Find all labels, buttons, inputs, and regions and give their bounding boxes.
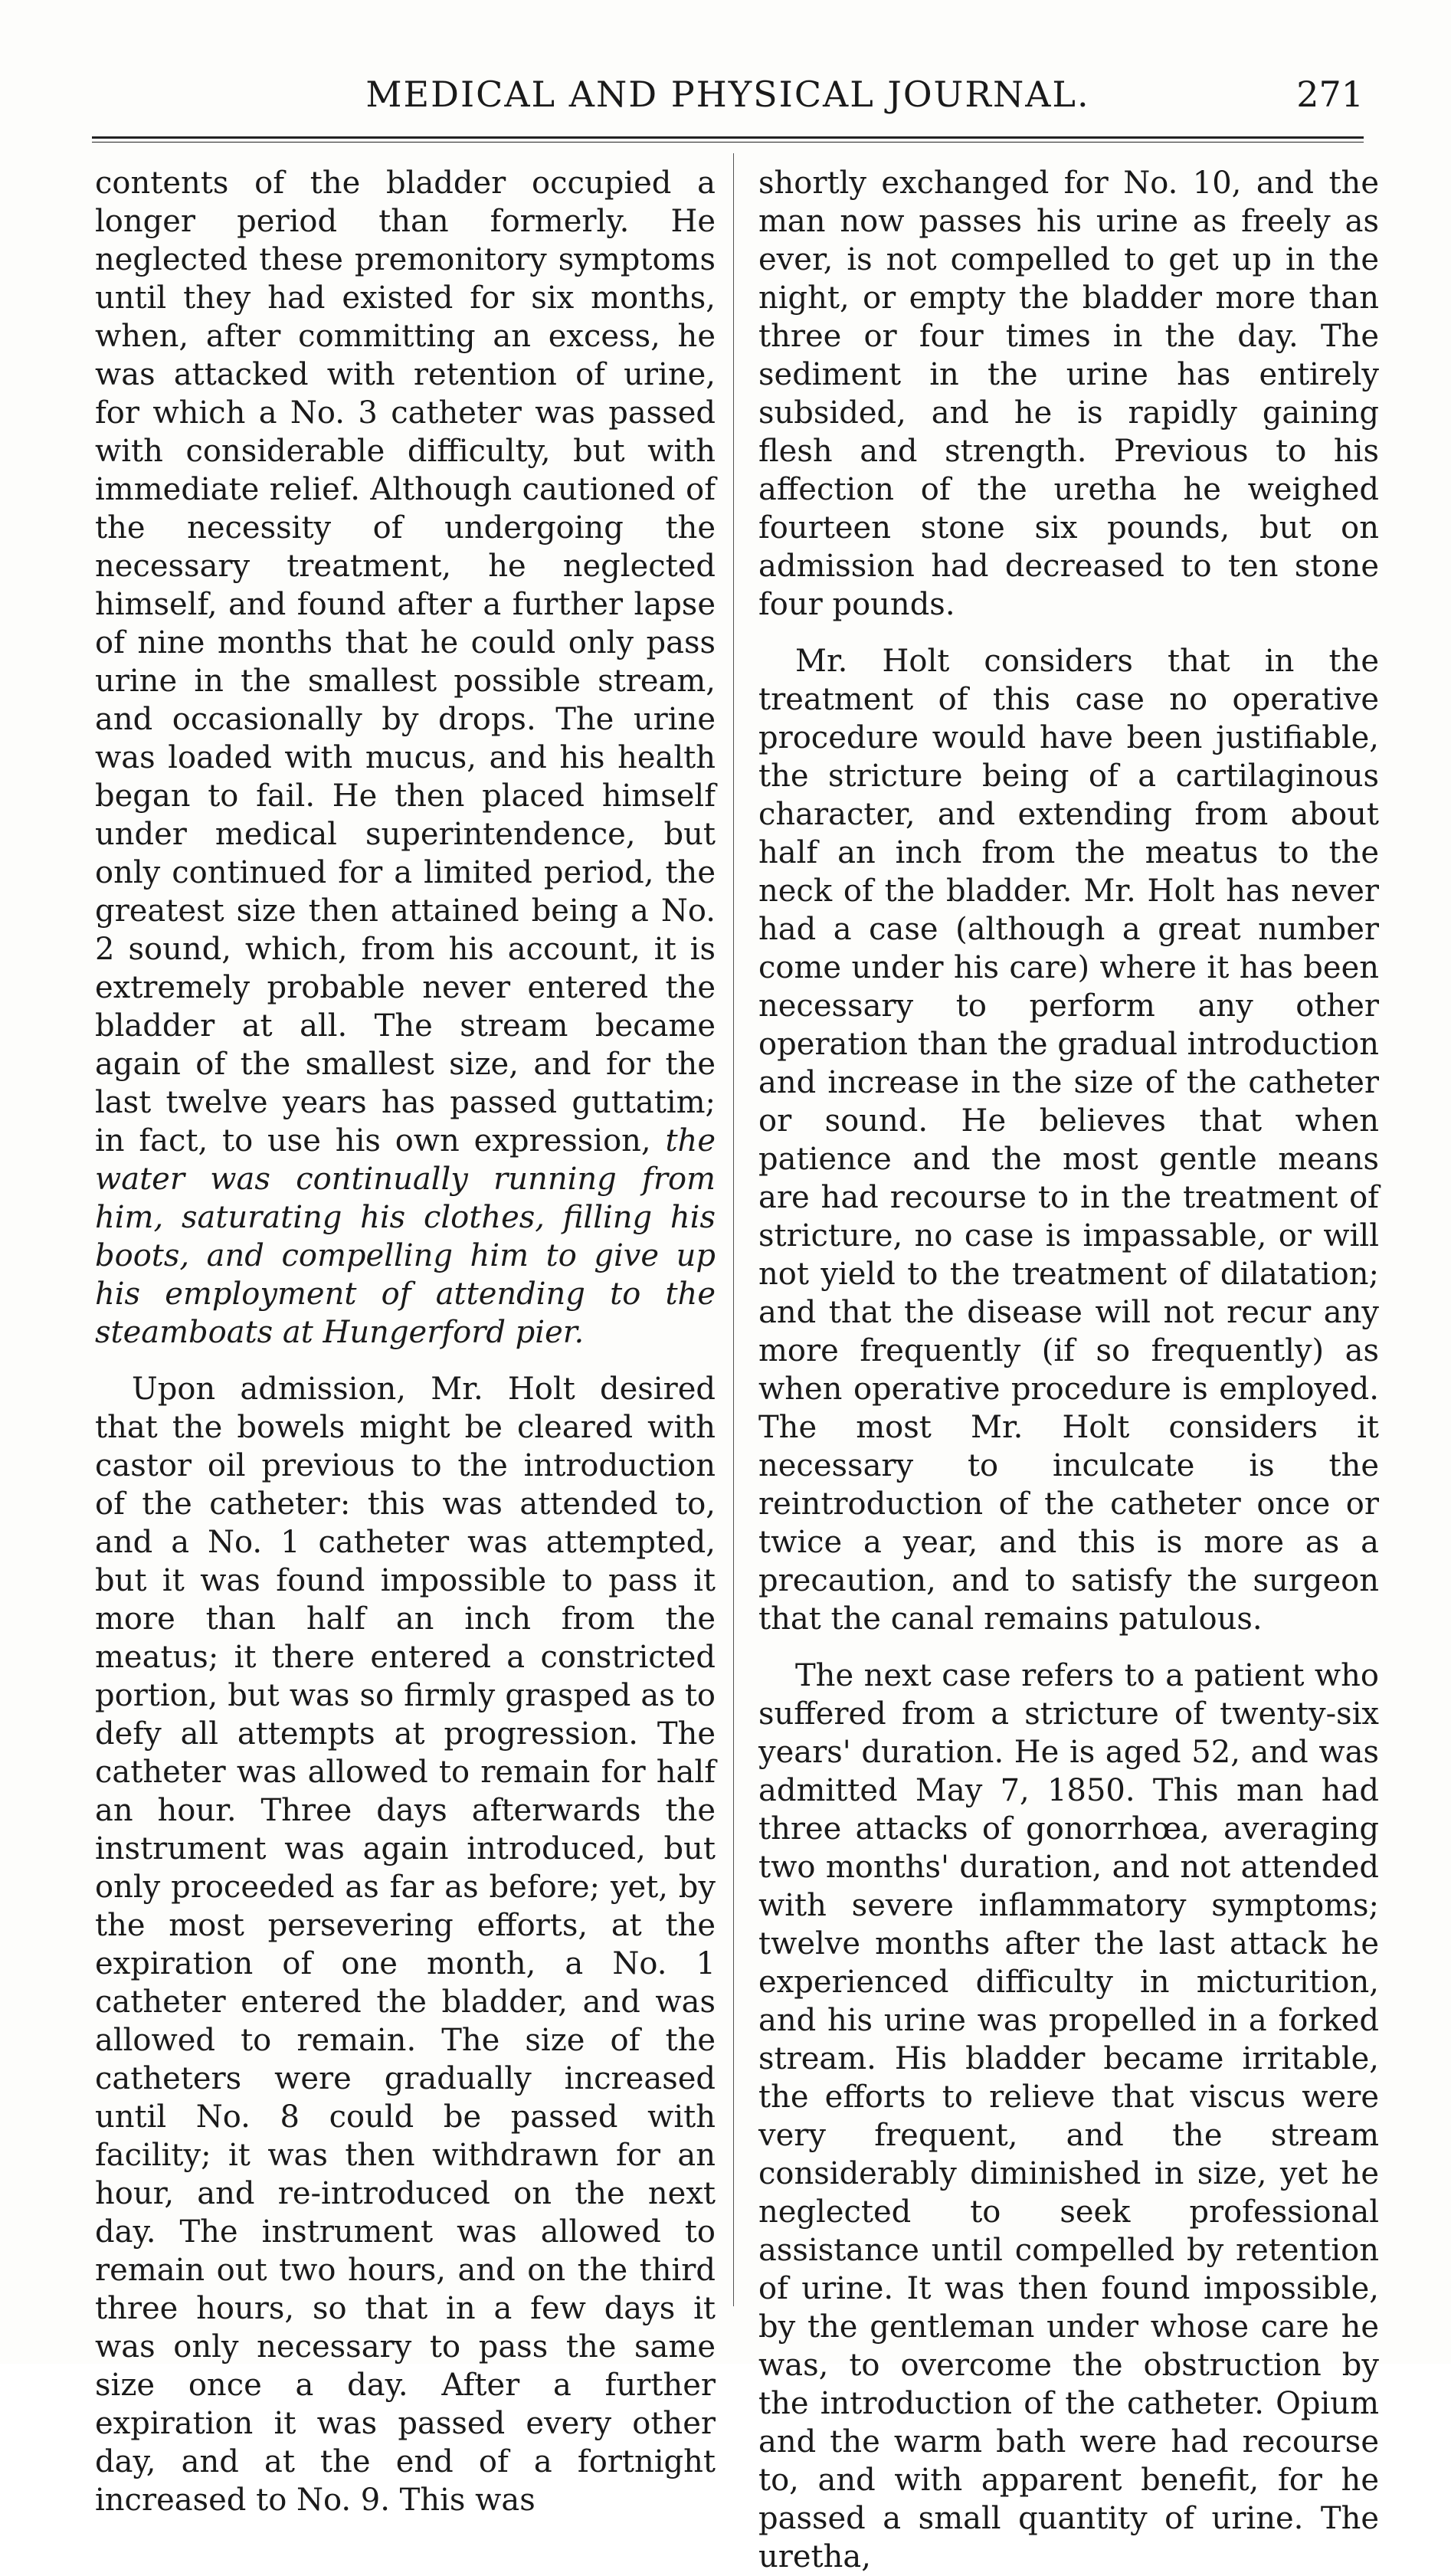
paragraph-text: contents of the bladder occupied a longer period than formerly. He neglected these premonitory symptoms until they had existed for six months, when, after committing an excess, he was attacked with retention of urine, for which a No. 3 catheter was passed with considerable difficulty, but with immediate relief. Although cautioned of the necessity of undergoing the necessary treatment, he neglected himself, and found after a further lapse of nine months that he could only pass urine in the smallest possible stream, and occasionally by drops. The urine was loaded with mucus, and his health began to fail. He then placed himself under medical superintendence, but only continued for a limited period, the greatest size then attained being a No. 2 sound, which, from his account, it is extremely probable never entered the bladder at all. The stream became again of the smallest size, and for the last twelve years has passed guttatim; in fact, to use his own expression,	[95, 166, 716, 1159]
page-number: 271	[1296, 74, 1364, 115]
paragraph: The next case refers to a patient who suffered from a stricture of twenty-six years' duration. He is aged 52, and was admitted May 7, 1850. This man had three attacks of gonorrhœa, averaging two months' duration, and not attended with severe inflammatory symptoms; twelve months after the last attack he experienced difficulty in micturition, and his urine was propelled in a forked stream. His bladder became irritable, the efforts to relieve that viscus were very frequent, and the stream considerably diminished in size, yet he neglected to seek professional assistance until compelled by retention of urine. It was then found impossible, by the gentleman under whose care he was, to overcome the obstruction by the introduction of the catheter. Opium and the warm bath were had recourse to, and with apparent benefit, for he passed a small quantity of urine. The uretha,	[758, 1658, 1379, 2574]
left-column	[95, 164, 716, 2519]
paragraph: Mr. Holt considers that in the treatment of this case no operative procedure would have been justifiable, the stricture being of a cartilaginous character, and extending from about half an inch from the meatus to the neck of the bladder. Mr. Holt has never had a case (although a great number come under his care) where it has been necessary to perform any other operation than the gradual introduction and increase in the size of the catheter or sound. He believes that when patience and the most gentle means are had recourse to in the treatment of stricture, no case is impassable, or will not yield to the treatment of dilatation; and that the disease will not recur any more frequently (if so frequently) as when operative procedure is employed. The most Mr. Holt considers it necessary to inculcate is the reintroduction of the catheter once or twice a year, and this is more as a precaution, and to satisfy the surgeon that the canal remains patulous.	[758, 644, 1379, 1637]
paragraph: Upon admission, Mr. Holt desired that the bowels might be cleared with castor oil previous to the introduction of the catheter: this was attended to, and a No. 1 catheter was attempted, but it was found impossible to pass it more than half an inch from the meatus; it there entered a constricted portion, but was so firmly grasped as to defy all attempts at progression. The catheter was allowed to remain for half an hour. Three days afterwards the instrument was again introduced, but only proceeded as far as before; yet, by the most persevering efforts, at the expiration of one month, a No. 1 catheter entered the bladder, and was allowed to remain. The size of the catheters were gradually increased until No. 8 could be passed with facility; it was then withdrawn for an hour, and re-introduced on the next day. The instrument was allowed to remain out two hours, and on the third three hours, so that in a few days it was only necessary to pass the same size once a day. After a further expiration it was passed every other day, and at the end of a fortnight increased to No. 9. This was	[95, 1372, 716, 2518]
running-head	[92, 74, 1364, 127]
paragraph: shortly exchanged for No. 10, and the man now passes his urine as freely as ever, is not compelled to get up in the night, or empty the bladder more than three or four times in the day. The sediment in the urine has entirely subsided, and he is rapidly gaining flesh and strength. Previous to his affection of the uretha he weighed fourteen stone six pounds, but on admission had decreased to ten stone four pounds.	[758, 166, 1379, 622]
italic-quote: the water was continually running from him, saturating his clothes, filling his boots, and compelling him to give up his employment of attending to the steamboats at Hungerford pier.	[95, 1123, 716, 1350]
right-column	[758, 164, 1379, 2576]
column-divider	[733, 153, 734, 2306]
header-rule	[92, 136, 1364, 143]
paragraph	[95, 164, 716, 1352]
journal-title: MEDICAL AND PHYSICAL JOURNAL.	[365, 74, 1090, 115]
